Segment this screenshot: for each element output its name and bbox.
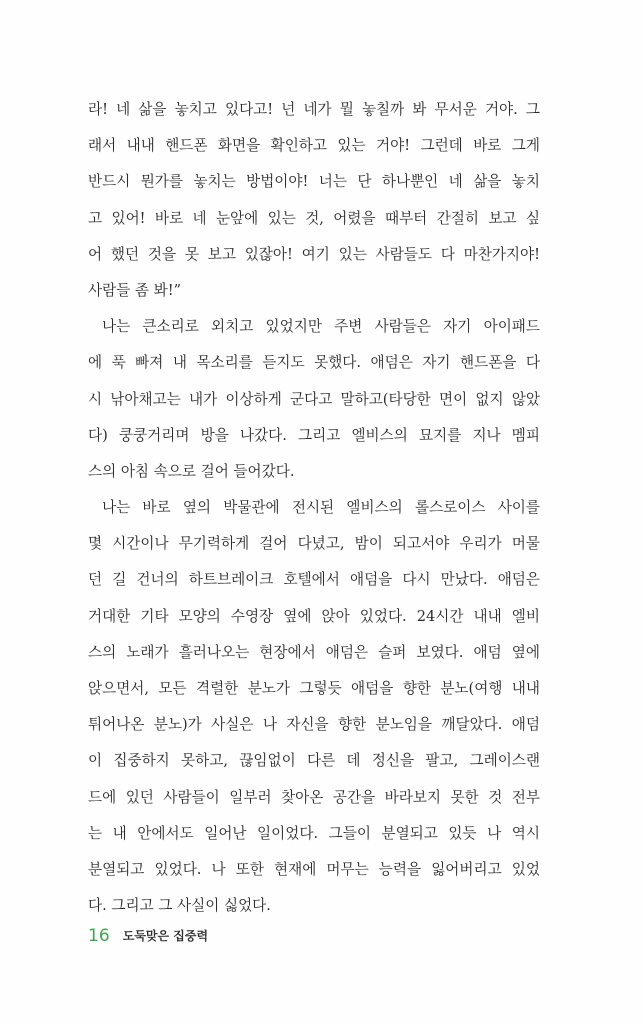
- body-text: [88, 92, 540, 924]
- page-footer: [88, 925, 208, 946]
- text-line: 드에 있던 사람들이 일부러 찾아온 공간을 바라보지 못한 것 전부: [88, 788, 540, 806]
- text-line: 던 길 건너의 하트브레이크 호텔에서 애덤을 다시 만났다. 애덤은: [88, 571, 540, 589]
- text-line: 몇 시간이나 무기력하게 걸어 다녔고, 밤이 되고서야 우리가 머물: [88, 535, 540, 553]
- text-line: 시 낚아채고는 내가 이상하게 군다고 말하고(타당한 면이 없지 않았: [88, 390, 540, 408]
- text-line: 거대한 기타 모양의 수영장 옆에 앉아 있었다. 24시간 내내 엘비: [88, 607, 540, 625]
- text-line: 는 내 안에서도 일어난 일이었다. 그들이 분열되고 있듯 나 역시: [88, 824, 540, 842]
- text-line: 분열되고 있었다. 나 또한 현재에 머무는 능력을 잃어버리고 있었: [88, 860, 540, 878]
- text-line: 다) 쿵쿵거리며 방을 나갔다. 그리고 엘비스의 묘지를 지나 멤피: [88, 426, 540, 444]
- running-title: 도둑맞은 집중력: [122, 929, 209, 943]
- text-line: 나는 큰소리로 외치고 있었지만 주변 사람들은 자기 아이패드: [102, 318, 540, 336]
- text-line: 고 있어! 바로 네 눈앞에 있는 것, 어렸을 때부터 간절히 보고 싶: [88, 209, 540, 227]
- text-line: 반드시 뭔가를 놓치는 방법이야! 너는 단 하나뿐인 네 삶을 놓치: [88, 173, 540, 191]
- text-line: 래서 내내 핸드폰 화면을 확인하고 있는 거야! 그런데 바로 그게: [88, 137, 540, 155]
- text-line: 이 집중하지 못하고, 끊임없이 다른 데 정신을 팔고, 그레이스랜: [88, 752, 540, 770]
- text-line: 에 푹 빠져 내 목소리를 듣지도 못했다. 애덤은 자기 핸드폰을 다: [88, 354, 540, 372]
- text-line: 앉으면서, 모든 격렬한 분노가 그렇듯 애덤을 향한 분노(여행 내내: [88, 680, 540, 697]
- text-line: 나는 바로 옆의 박물관에 전시된 엘비스의 롤스로이스 사이를: [102, 499, 540, 517]
- text-line: 튀어나온 분노)가 사실은 나 자신을 향한 분노임을 깨달았다. 애덤: [88, 716, 540, 734]
- text-line: 다. 그리고 그 사실이 싫었다.: [88, 897, 271, 915]
- page-number: 16: [88, 925, 110, 946]
- text-line: 라! 네 삶을 놓치고 있다고! 넌 네가 뭘 놓칠까 봐 무서운 거야. 그: [88, 101, 540, 118]
- text-line: 어 했던 것을 못 보고 있잖아! 여기 있는 사람들도 다 마찬가지야!: [88, 245, 540, 263]
- text-line: 사람들 좀 봐!”: [88, 281, 182, 299]
- text-line: 스의 아침 속으로 걸어 들어갔다.: [88, 462, 295, 480]
- text-line: 스의 노래가 흘러나오는 현장에서 애덤은 슬퍼 보였다. 애덤 옆에: [88, 643, 540, 661]
